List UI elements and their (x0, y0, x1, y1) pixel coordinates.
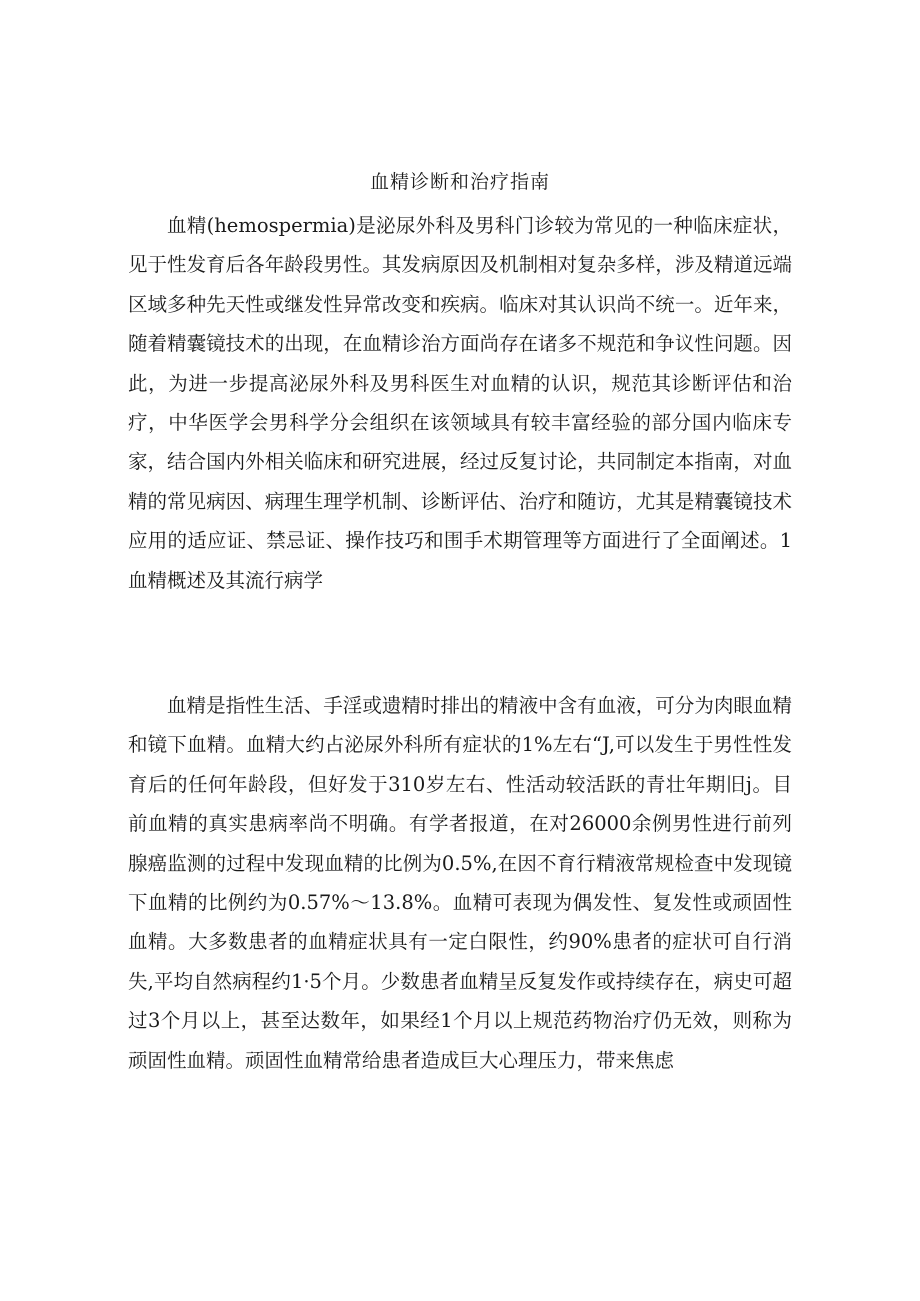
paragraph-epidemiology: 血精是指性生活、手淫或遗精时排出的精液中含有血液，可分为肉眼血精和镜下血精。血精大约占泌尿外科所有症状的1%左右“J,可以发生于男性性发育后的任何年龄段，但好发于310岁左右、性活动较活跃的青壮年期旧j。目前血精的真实患病率尚不明确。有学者报道，在对26000余例男性进行前列腺癌监测的过程中发现血精的比例为0.5%,在因不育行精液常规检查中发现镜下血精的比例约为0.57%～13.8%。血精可表现为偶发性、复发性或顽固性血精。大多数患者的血精症状具有一定白限性，约90%患者的症状可自行消失,平均自然病程约1·5个月。少数患者血精呈反复发作或持续存在，病史可超过3个月以上，甚至达数年，如果经1个月以上规范药物治疗仍无效，则称为顽固性血精。顽固性血精常给患者造成巨大心理压力，带来焦虑 (128, 694, 792, 1072)
paragraph-introduction: 血精(hemospermia)是泌尿外科及男科门诊较为常见的一种临床症状，见于性发育后各年龄段男性。其发病原因及机制相对复杂多样，涉及精道远端区域多种先天性或继发性异常改变和疾病。临床对其认识尚不统一。近年来，随着精囊镜技术的出现，在血精诊治方面尚存在诸多不规范和争议性问题。因此，为进一步提高泌尿外科及男科医生对血精的认识，规范其诊断评估和治疗，中华医学会男科学分会组织在该领域具有较丰富经验的部分国内临床专家，结合国内外相关临床和研究进展，经过反复讨论，共同制定本指南，对血精的常见病因、病理生理学机制、诊断评估、治疗和随访，尤其是精囊镜技术应用的适应证、禁忌证、操作技巧和围手术期管理等方面进行了全面阐述。1血精概述及其流行病学 (128, 214, 792, 592)
document-title: 血精诊断和治疗指南 (369, 171, 550, 193)
